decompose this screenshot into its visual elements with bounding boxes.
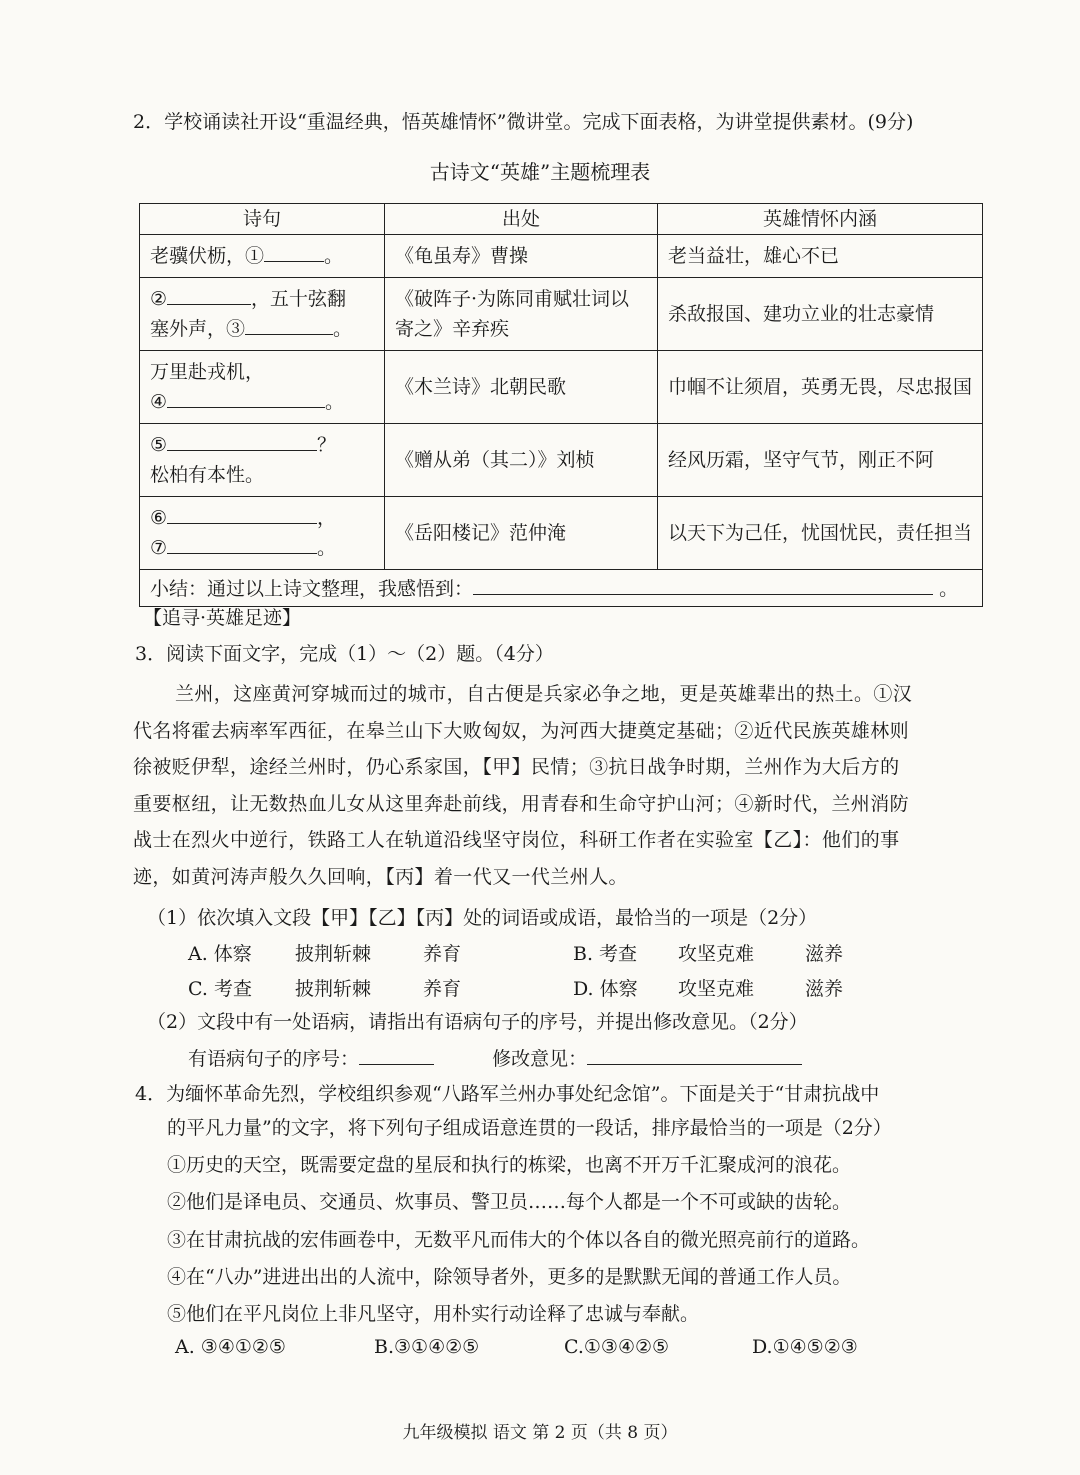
- q4-option-a[interactable]: A. ③④①②⑤: [175, 1336, 286, 1358]
- passage-line: 战士在烈火中逆行，铁路工人在轨道沿线坚守岗位，科研工作者在实验室【乙】：他们的事: [133, 829, 900, 851]
- blank-5[interactable]: [167, 430, 317, 451]
- summary-cell: 小结：通过以上诗文整理，我感悟到： 。: [140, 570, 983, 607]
- option-c[interactable]: C. 考查 披荆斩棘 养育: [188, 978, 462, 1000]
- meaning-cell: 经风历霜，坚守气节，刚正不阿: [658, 424, 983, 497]
- poem-cell: ⑥ ， ⑦ 。: [140, 497, 385, 570]
- poem-cell: 万里赴戎机， ④ 。: [140, 351, 385, 424]
- q4-prompt-1: 4．为缅怀革命先烈，学校组织参观“八路军兰州办事处纪念馆”。下面是关于“甘肃抗战中: [135, 1083, 880, 1105]
- q4-prompt-2: 的平凡力量”的文字，将下列句子组成语意连贯的一段话，排序最恰当的一项是（2分）: [167, 1117, 892, 1139]
- table-row: [140, 278, 983, 351]
- option-b[interactable]: B. 考查 攻坚克难 滋养: [573, 943, 844, 965]
- passage-line: 徐被贬伊犁，途经兰州时，仍心系家国，【甲】民情；③抗日战争时期，兰州作为大后方的: [133, 756, 900, 778]
- summary-row: [140, 570, 983, 607]
- q4-sentence: ⑤他们在平凡岗位上非凡坚守，用朴实行动诠释了忠诚与奉献。: [167, 1303, 700, 1325]
- q4-sentence: ①历史的天空，既需要定盘的星辰和执行的栋梁，也离不开万千汇聚成河的浪花。: [167, 1154, 852, 1176]
- q4-sentence: ③在甘肃抗战的宏伟画卷中，无数平凡而伟大的个体以各自的微光照亮前行的道路。: [167, 1229, 871, 1251]
- meaning-cell: 巾帼不让须眉，英勇无畏，尽忠报国: [658, 351, 983, 424]
- poem-cell: ⑤ ？ 松柏有本性。: [140, 424, 385, 497]
- q4-option-c[interactable]: C.①③④②⑤: [564, 1336, 670, 1358]
- poem-cell: ② ，五十弦翻 塞外声，③ 。: [140, 278, 385, 351]
- q2-prompt: 2．学校诵读社开设“重温经典，悟英雄情怀”微讲堂。完成下面表格，为讲堂提供素材。(9分): [133, 111, 914, 133]
- passage-line: 重要枢纽，让无数热血儿女从这里奔赴前线，用青春和生命守护山河；④新时代，兰州消防: [133, 792, 910, 815]
- passage-line: 兰州，这座黄河穿城而过的城市，自古便是兵家必争之地，更是英雄辈出的热土。①汉: [175, 683, 913, 705]
- q4-option-d[interactable]: D.①④⑤②③: [752, 1336, 858, 1358]
- source-cell: 《破阵子·为陈同甫赋壮词以寄之》辛弃疾: [385, 278, 658, 351]
- section-heading: 【追寻·英雄足迹】: [143, 607, 302, 629]
- blank-3[interactable]: [245, 314, 333, 335]
- q4-sentence: ④在“八办”进进出出的人流中，除领导者外，更多的是默默无闻的普通工作人员。: [167, 1266, 852, 1288]
- q3-prompt: 3．阅读下面文字，完成（1）～（2）题。（4分）: [135, 643, 554, 665]
- q4-option-b[interactable]: B.③①④②⑤: [374, 1336, 480, 1358]
- source-cell: 《木兰诗》北朝民歌: [385, 351, 658, 424]
- table-row: [140, 235, 983, 278]
- summary-blank[interactable]: [473, 574, 933, 595]
- table-title: 古诗文“英雄”主题梳理表: [429, 160, 651, 184]
- passage-line: 代名将霍去病率军西征，在皋兰山下大败匈奴，为河西大捷奠定基础；②近代民族英雄林则: [133, 719, 910, 742]
- blank-2[interactable]: [167, 284, 251, 305]
- table-header-row: [140, 204, 983, 235]
- q3-sub1: （1）依次填入文段【甲】【乙】【丙】处的词语或成语，最恰当的一项是（2分）: [147, 907, 818, 929]
- page-footer: 九年级模拟 语文 第 2 页（共 8 页）: [402, 1423, 678, 1443]
- q3-sub2-answer: 有语病句子的序号： 修改意见：: [188, 1044, 802, 1072]
- poem-table: [139, 203, 983, 607]
- answer-blank-seq[interactable]: [359, 1044, 434, 1065]
- meaning-cell: 老当益壮，雄心不已: [658, 235, 983, 278]
- table-row: [140, 497, 983, 570]
- source-cell: 《龟虽寿》曹操: [385, 235, 658, 278]
- blank-1[interactable]: [264, 241, 324, 262]
- passage-line: 迹，如黄河涛声般久久回响，【丙】着一代又一代兰州人。: [133, 865, 628, 888]
- blank-4[interactable]: [167, 387, 325, 408]
- q3-passage: [133, 676, 993, 895]
- q3-sub2: （2）文段中有一处语病，请指出有语病句子的序号，并提出修改意见。（2分）: [147, 1011, 808, 1033]
- option-d[interactable]: D. 体察 攻坚克难 滋养: [573, 978, 844, 1000]
- meaning-cell: 以天下为己任，忧国忧民，责任担当: [658, 497, 983, 570]
- poem-cell: 老骥伏枥，① 。: [140, 235, 385, 278]
- source-cell: 《岳阳楼记》范仲淹: [385, 497, 658, 570]
- blank-6[interactable]: [167, 503, 317, 524]
- table-row: [140, 424, 983, 497]
- answer-blank-fix[interactable]: [587, 1044, 802, 1065]
- header-poem: 诗句: [140, 204, 385, 235]
- source-cell: 《赠从弟（其二）》刘桢: [385, 424, 658, 497]
- header-source: 出处: [385, 204, 658, 235]
- blank-7[interactable]: [167, 533, 317, 554]
- header-meaning: 英雄情怀内涵: [658, 204, 983, 235]
- table-row: [140, 351, 983, 424]
- meaning-cell: 杀敌报国、建功立业的壮志豪情: [658, 278, 983, 351]
- option-a[interactable]: A. 体察 披荆斩棘 养育: [188, 943, 462, 965]
- q4-sentence: ②他们是译电员、交通员、炊事员、警卫员……每个人都是一个不可或缺的齿轮。: [167, 1191, 852, 1213]
